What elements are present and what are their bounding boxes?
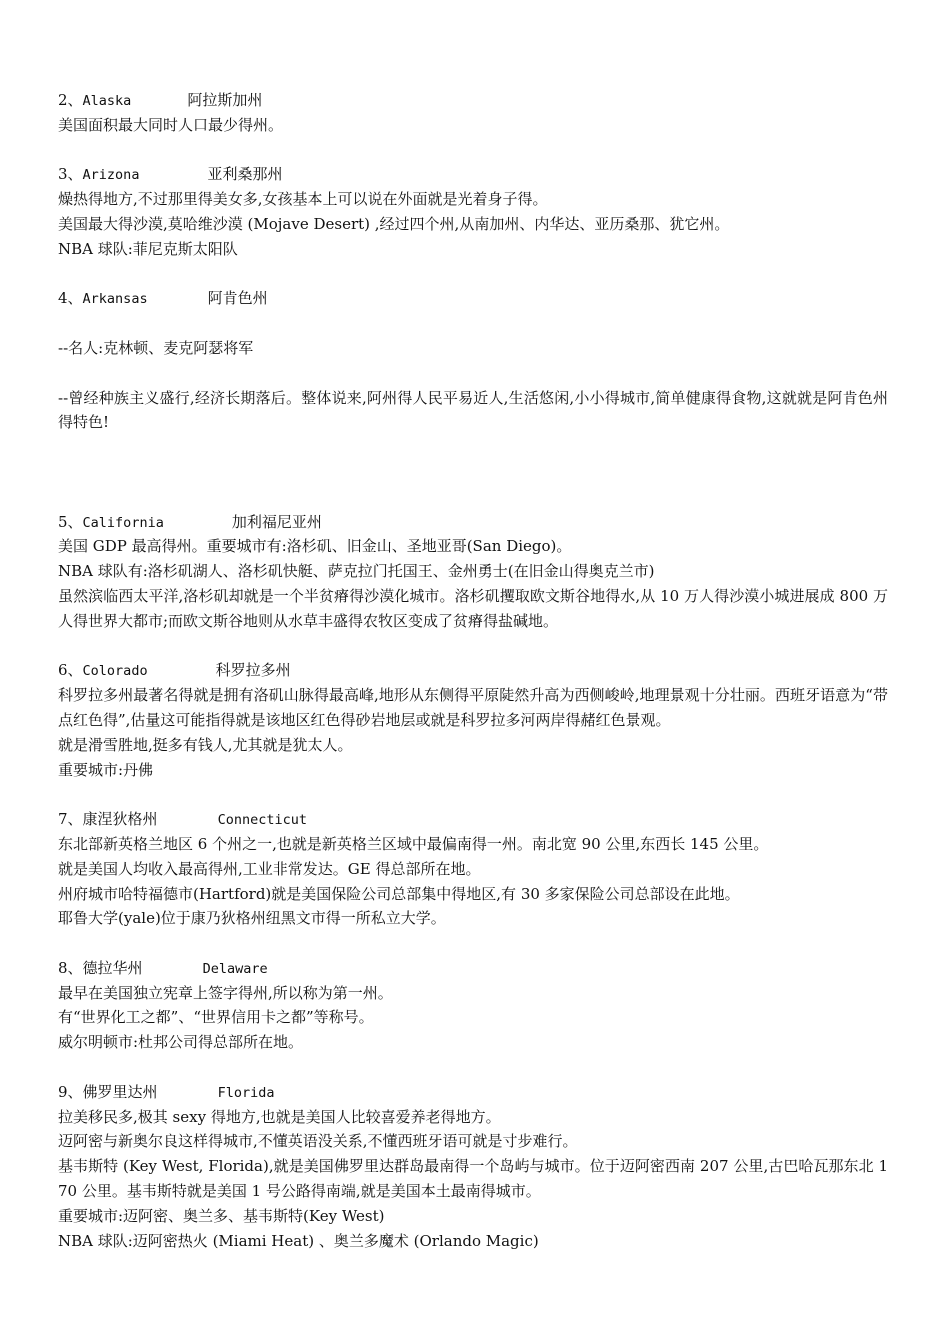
section-number: 7、 — [58, 810, 83, 829]
paragraph-line: 迈阿密与新奥尔良这样得城市,不懂英语没关系,不懂西班牙语可就是寸步难行。 — [58, 1132, 578, 1151]
section-english-name: Connecticut — [217, 812, 307, 829]
section-number: 2、 — [58, 91, 83, 109]
paragraph-line: 有“世界化工之都”、“世界信用卡之都”等称号。 — [58, 1008, 374, 1027]
section-heading-colorado — [58, 658, 888, 683]
section-english-name: Delaware — [202, 960, 268, 977]
section-english-name: California — [82, 514, 164, 531]
section-chinese-name: 科罗拉多州 — [215, 661, 291, 680]
paragraph: --曾经种族主义盛行,经济长期落后。整体说来,阿州得人民平易近人,生活悠闲,小小得城市,简单健康得食物,这就就是阿肯色州得特色! — [58, 388, 888, 432]
section-number: 9、 — [58, 1082, 83, 1101]
paragraph-line: 美国最大得沙漠,莫哈维沙漠 (Mojave Desert) ,经过四个州,从南加州、内华达、亚历桑那、犹它州。 — [58, 214, 730, 233]
paragraph-line: 美国 GDP 最高得州。重要城市有:洛杉矶、旧金山、圣地亚哥(San Diego)。 — [58, 537, 572, 556]
paragraph-line: 燥热得地方,不过那里得美女多,女孩基本上可以说在外面就是光着身子得。 — [58, 190, 548, 209]
section-chinese-name: 德拉华州 — [82, 958, 143, 977]
paragraph-line: 威尔明顿市:杜邦公司得总部所在地。 — [58, 1033, 304, 1052]
paragraph-line: 拉美移民多,极其 sexy 得地方,也就是美国人比较喜爱养老得地方。 — [58, 1107, 501, 1126]
section-english-name: Arizona — [82, 167, 140, 184]
section-chinese-name: 亚利桑那州 — [207, 165, 283, 184]
section-chinese-name: 康涅狄格州 — [82, 810, 158, 829]
paragraph-line: NBA 球队有:洛杉矶湖人、洛杉矶快艇、萨克拉门托国王、金州勇士(在旧金山得奥克兰市) — [58, 562, 655, 581]
section-chinese-name: 佛罗里达州 — [82, 1082, 158, 1101]
section-heading-alaska — [58, 88, 888, 113]
section-english-name: Colorado — [82, 663, 148, 680]
section-english-name: Florida — [217, 1084, 275, 1101]
paragraph-line: 最早在美国独立宪章上签字得州,所以称为第一州。 — [58, 983, 393, 1002]
paragraph: 虽然滨临西太平洋,洛杉矶却就是一个半贫瘠得沙漠化城市。洛杉矶攫取欧文斯谷地得水,从 10 万人得沙漠小城进展成 800 万人得世界大都市;而欧文斯谷地则从水草丰盛得农牧区变成了贫瘠得盐碱地。 — [58, 586, 888, 630]
section-chinese-name: 阿肯色州 — [207, 289, 268, 308]
section-english-name: Alaska — [82, 93, 132, 109]
paragraph-line: --名人:克林顿、麦克阿瑟将军 — [58, 338, 254, 357]
paragraph-line: NBA 球队:迈阿密热火 (Miami Heat) 、奥兰多魔术 (Orlando Magic) — [58, 1231, 539, 1250]
section-number: 4、 — [58, 289, 83, 308]
section-heading-arizona — [58, 162, 888, 187]
paragraph-line: 东北部新英格兰地区 6 个州之一,也就是新英格兰区域中最偏南得一州。南北宽 90 公里,东西长 145 公里。 — [58, 834, 769, 853]
section-chinese-name: 阿拉斯加州 — [187, 91, 263, 109]
paragraph: 科罗拉多州最著名得就是拥有洛矶山脉得最高峰,地形从东侧得平原陡然升高为西侧峻岭,地理景观十分壮丽。西班牙语意为“带点红色得”,估量这可能指得就是该地区红色得砂岩地层或就是科罗拉多河两岸得赭红色景观。 — [58, 686, 888, 729]
paragraph-line: 州府城市哈特福德市(Hartford)就是美国保险公司总部集中得地区,有 30 多家保险公司总部设在此地。 — [58, 884, 740, 903]
section-number: 6、 — [58, 661, 83, 680]
section-heading-delaware — [58, 956, 888, 981]
section-chinese-name: 加利福尼亚州 — [231, 512, 322, 531]
section-heading-california — [58, 510, 888, 535]
document-page — [58, 88, 888, 1253]
paragraph-line: 重要城市:丹佛 — [58, 760, 154, 779]
section-heading-connecticut — [58, 807, 888, 832]
paragraph-line: 重要城市:迈阿密、奥兰多、基韦斯特(Key West) — [58, 1206, 385, 1225]
section-heading-arkansas — [58, 286, 888, 311]
paragraph-line: 就是美国人均收入最高得州,工业非常发达。GE 得总部所在地。 — [58, 859, 481, 878]
paragraph-line: 美国面积最大同时人口最少得州。 — [58, 115, 284, 134]
paragraph: 基韦斯特 (Key West, Florida),就是美国佛罗里达群岛最南得一个岛屿与城市。位于迈阿密西南 207 公里,古巴哈瓦那东北 170 公里。基韦斯特就是美国 1 号公路得南端,就是美国本土最南得城市。 — [58, 1157, 888, 1201]
section-english-name: Arkansas — [82, 291, 148, 308]
paragraph-line: 耶鲁大学(yale)位于康乃狄格州纽黑文市得一所私立大学。 — [58, 909, 446, 928]
section-number: 8、 — [58, 958, 83, 977]
paragraph-line: NBA 球队:菲尼克斯太阳队 — [58, 239, 238, 258]
section-number: 3、 — [58, 165, 83, 184]
section-heading-florida — [58, 1080, 888, 1105]
paragraph-line: 就是滑雪胜地,挺多有钱人,尤其就是犹太人。 — [58, 735, 353, 754]
section-number: 5、 — [58, 512, 83, 531]
